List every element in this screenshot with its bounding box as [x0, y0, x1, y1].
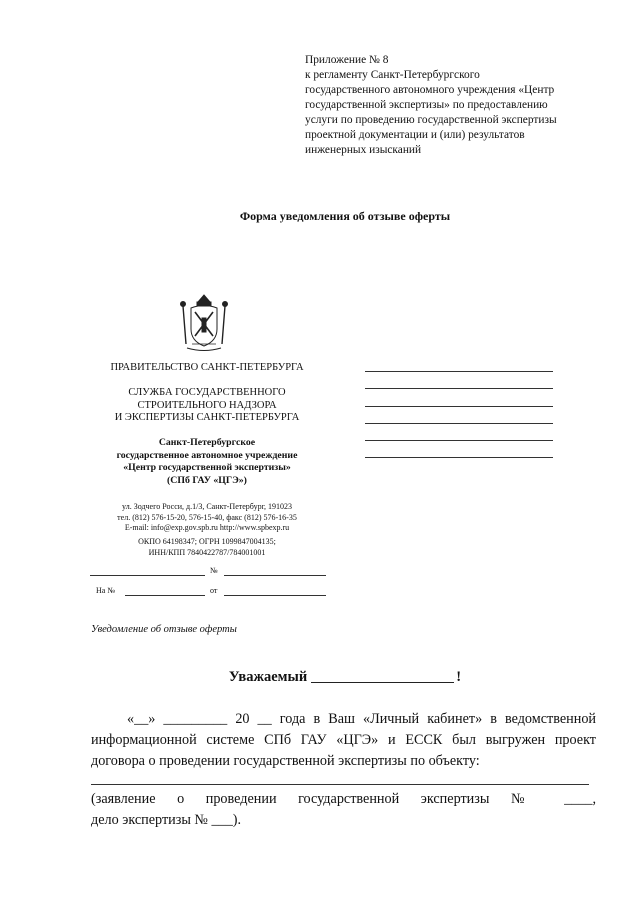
spb-coat-of-arms-icon — [178, 292, 230, 352]
number-sign: № — [210, 566, 218, 575]
addressee-line — [365, 457, 553, 458]
greeting — [0, 668, 640, 686]
appendix-line: проектной документации и (или) результатов — [305, 129, 525, 141]
from-label: от — [210, 586, 218, 595]
reference-number-line — [125, 595, 205, 596]
appendix-line: к регламенту Санкт-Петербургского — [305, 69, 480, 81]
addressee-line — [365, 423, 553, 424]
service-line: СЛУЖБА ГОСУДАРСТВЕННОГО — [128, 387, 286, 398]
reference-label: На № — [96, 586, 115, 595]
body-line: договора о проведении государственной экспертизы по объекту: — [91, 753, 480, 769]
id-line: ОКПО 64198347; ОГРН 1099847004135; — [138, 537, 276, 546]
org-line: «Центр государственной экспертизы» — [123, 462, 291, 473]
service-line: СТРОИТЕЛЬНОГО НАДЗОРА — [137, 399, 277, 411]
object-name-line — [91, 784, 589, 785]
body-line: (заявление о проведении государственной экспертизы № ____, — [91, 791, 596, 807]
organization-name — [82, 437, 332, 487]
contact-line: тел. (812) 576-15-20, 576-15-40, факс (812) 576-16-35 — [117, 512, 297, 522]
body-line: информационной системе СПб ГАУ «ЦГЭ» и ЕССК был выгружен проект — [91, 732, 596, 748]
contact-line: E-mail: info@exp.gov.spb.ru http://www.spbexp.ru — [124, 523, 290, 532]
addressee-line — [365, 371, 553, 372]
notice-title: Уведомление об отзыве оферты — [91, 624, 237, 635]
addressee-line — [365, 388, 553, 389]
government-name: ПРАВИТЕЛЬСТВО САНКТ-ПЕТЕРБУРГА — [110, 362, 304, 373]
org-line: государственное автономное учреждение — [116, 449, 298, 461]
exclamation: ! — [456, 669, 462, 685]
contact-line: ул. Зодчего Росси, д.1/3, Санкт-Петербург, 191023 — [122, 502, 292, 511]
id-line: ИНН/КПП 7840422787/784001001 — [148, 547, 266, 557]
appendix-line: государственного автономного учреждения «Центр — [305, 84, 555, 96]
outgoing-number-line — [224, 575, 326, 576]
recipient-name-blank — [311, 668, 454, 683]
body-line: дело экспертизы № ___). — [91, 812, 242, 828]
registration-ids — [82, 537, 332, 558]
appendix-line: государственной экспертизы» по предоставлению — [305, 99, 548, 111]
appendix-line: инженерных изысканий — [305, 144, 422, 156]
form-title: Форма уведомления об отзыве оферты — [239, 209, 451, 223]
appendix-line: услуги по проведению государственной экспертизы — [305, 114, 557, 126]
salutation: Уважаемый — [228, 669, 308, 685]
reference-date-line — [224, 595, 326, 596]
appendix-line: Приложение № 8 — [305, 54, 389, 66]
addressee-line — [365, 406, 553, 407]
org-line: (СПб ГАУ «ЦГЭ») — [167, 474, 247, 486]
addressee-line — [365, 440, 553, 441]
body-line: «__» _________ 20 __ года в Ваш «Личный кабинет» в ведомственной — [127, 711, 596, 727]
service-name — [82, 387, 332, 425]
contact-info — [82, 502, 332, 534]
org-line: Санкт-Петербургское — [158, 437, 256, 448]
outgoing-date-line — [90, 575, 205, 576]
service-line: И ЭКСПЕРТИЗЫ САНКТ-ПЕТЕРБУРГА — [114, 412, 300, 423]
appendix-header — [305, 53, 625, 158]
